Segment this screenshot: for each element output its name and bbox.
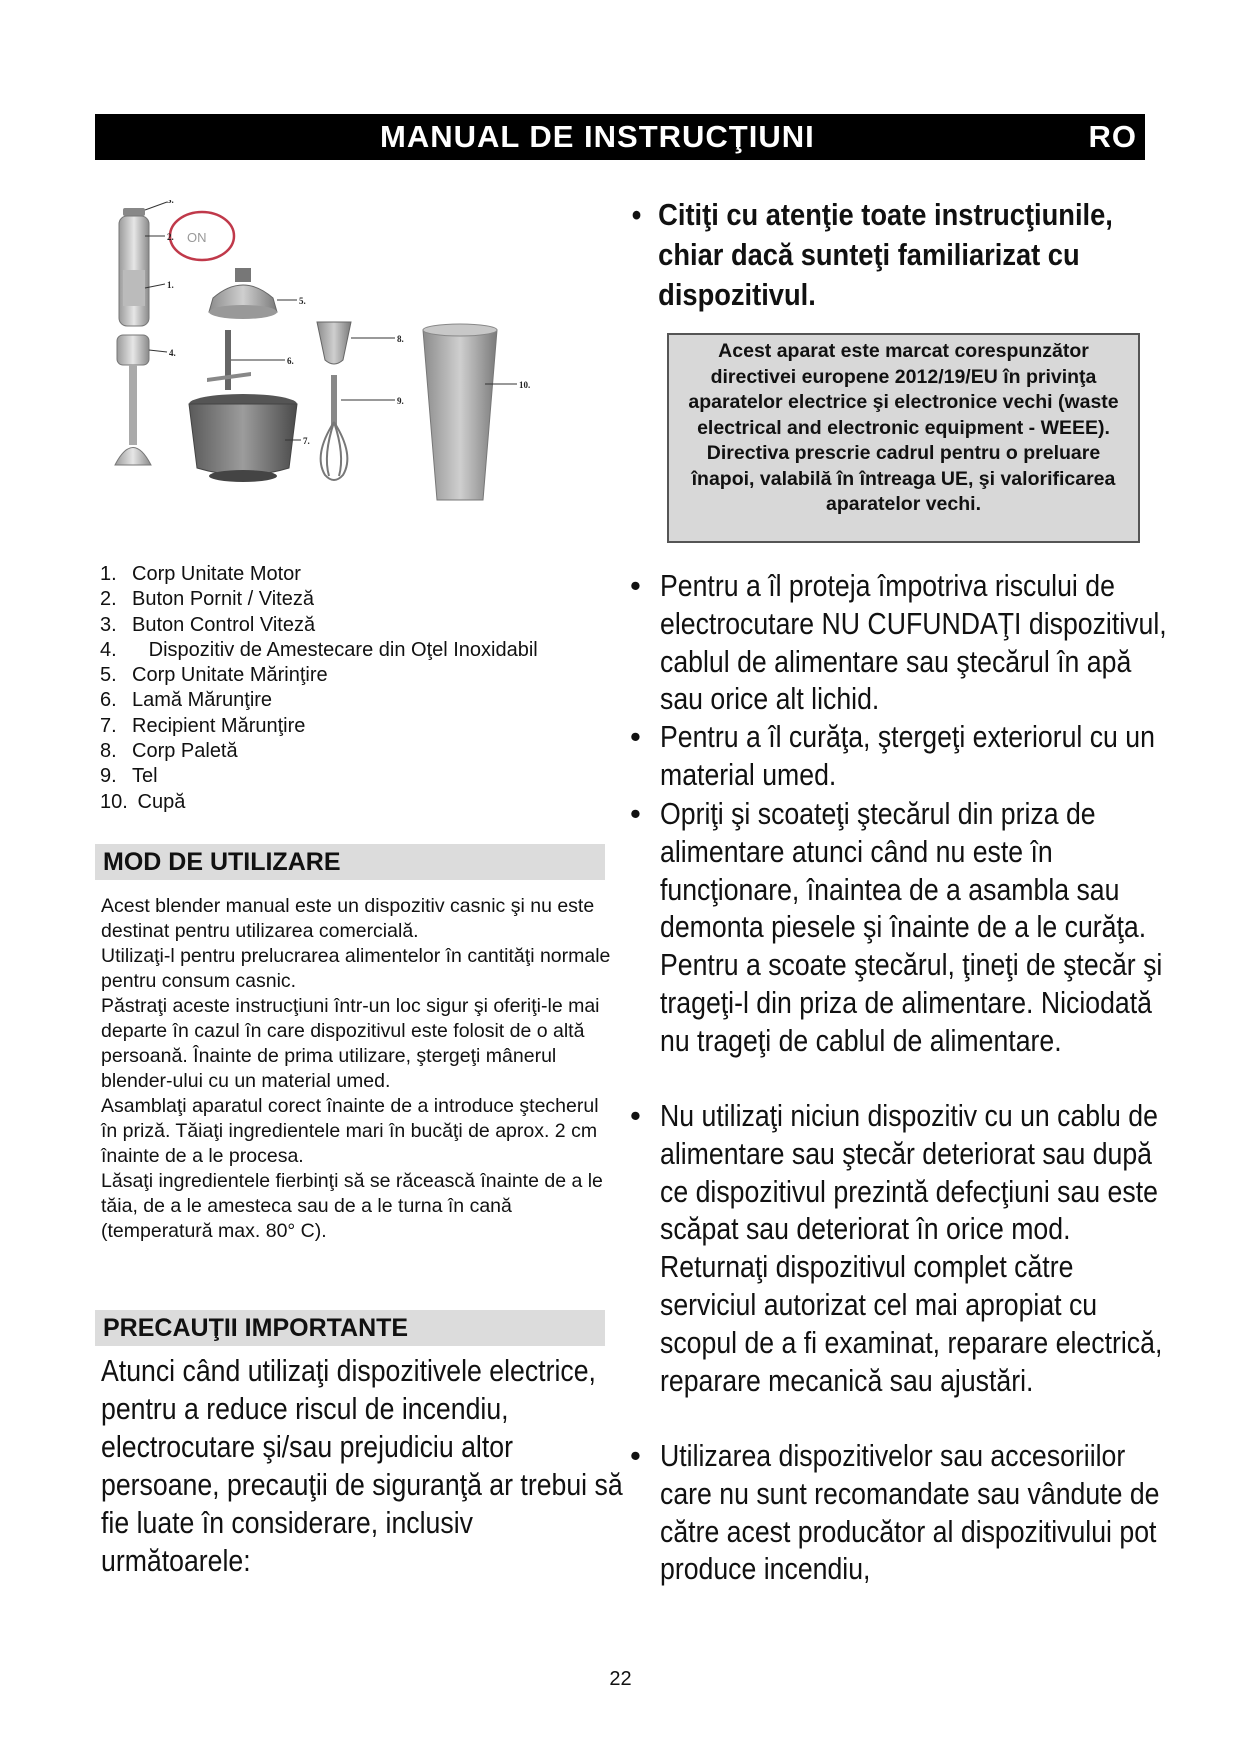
- list-item: 6. Lamă Mărunţire: [100, 689, 273, 712]
- blender-parts-drawing: [105, 200, 620, 545]
- callout-6: 6.: [287, 356, 294, 366]
- parts-list: [100, 562, 538, 815]
- chopper-lid: [209, 268, 277, 319]
- list-item: 4. Dispozitiv de Amestecare din Oţel Inoxidabil: [100, 638, 538, 661]
- list-item: 8. Corp Paletă: [100, 740, 238, 763]
- list-item: • Nu utilizaţi niciun dispozitiv cu un cablu de alimentare sau ştecăr deteriorat sau după ce dispozitivul prezintă defecţiuni sau este scăpat sau deteriorat în orice mod. Returnaţi dispozitivul complet către serviciul autorizat cel mai apropiat cu scopul de a fi examinat, reparare electrică, reparare mecanică sau ajustări.: [628, 1097, 1188, 1437]
- weee-notice-box: Acest aparat este marcat corespunzător directivei europene 2012/19/EU în privinţa aparatelor electrice şi electronice vechi (waste electrical and electronic equipment - WEEE). Directiva prescrie cadrul pentru o preluare înapoi, valabilă în întreaga UE, şi valorificarea aparatelor vechi.: [667, 333, 1140, 543]
- list-item: • Citiţi cu atenţie toate instrucţiunile, chiar dacă sunteţi familiarizat cu dispozitivul.: [630, 195, 1169, 315]
- callout-7: 7.: [303, 436, 310, 446]
- usage-paragraph: Utilizaţi-l pentru prelucrarea alimentelor în cantităţi normale pentru consum casnic.: [101, 945, 611, 992]
- page-header: [95, 114, 1145, 160]
- list-item: 7. Recipient Mărunţire: [100, 714, 306, 737]
- page-number: 22: [609, 1668, 632, 1690]
- callout-5: 5.: [299, 296, 306, 306]
- precautii-heading: PRECAUŢII IMPORTANTE: [95, 1310, 605, 1346]
- product-parts-illustration: [105, 200, 620, 545]
- precautii-intro: Atunci când utilizaţi dispozitivele electrice, pentru a reduce riscul de incendiu, electrocutare şi/sau prejudiciu altor persoane, precauţii de siguranţă ar trebui să fie luate în considerare, inclusiv următoarele:: [101, 1353, 623, 1578]
- callout-3: 3.: [167, 200, 174, 205]
- list-item: • Pentru a îl proteja împotriva riscului de electrocutare NU CUFUNDAŢI dispozitivul, cablul de alimentare sau ştecărul în apă sau orice alt lichid.: [628, 567, 1188, 718]
- blending-attachment: [115, 335, 151, 465]
- list-item: 2. Buton Pornit / Viteză: [100, 588, 314, 611]
- usage-paragraph: Lăsaţi ingredientele fierbinţi să se răcească înainte de a le tăia, de a le amesteca sau de a le turna în cană (temperatură max. 80° C).: [101, 1170, 603, 1242]
- list-item: 3. Buton Control Viteză: [100, 613, 316, 636]
- whisk-coupler: [317, 322, 351, 364]
- read-instructions-note: [630, 195, 1150, 315]
- callout-4: 4.: [169, 348, 176, 358]
- callout-1: 1.: [167, 280, 174, 290]
- button-label: ON: [187, 230, 207, 245]
- usage-text: [101, 894, 611, 1244]
- manual-title: MANUAL DE INSTRUCŢIUNI: [380, 119, 815, 154]
- list-item: • Pentru a îl curăţa, ştergeţi exteriorul cu un material umed.: [628, 718, 1188, 795]
- measuring-cup: [423, 324, 497, 500]
- chopper-bowl: [189, 394, 297, 482]
- motor-unit: [119, 208, 149, 326]
- callout-9: 9.: [397, 396, 404, 406]
- whisk: [321, 375, 348, 480]
- callout-10: 10.: [519, 380, 531, 390]
- list-item: 1. Corp Unitate Motor: [100, 563, 301, 585]
- usage-paragraph: Acest blender manual este un dispozitiv casnic şi nu este destinat pentru utilizarea comercială.: [101, 895, 595, 942]
- mod-utilizare-heading: MOD DE UTILIZARE: [95, 844, 605, 880]
- usage-paragraph: Păstraţi aceste instrucţiuni într-un loc sigur şi oferiţi-le mai departe în cazul în care dispozitivul este folosit de o altă persoană. Înainte de prima utilizare, ştergeţi mânerul blender-ului cu un material umed.: [101, 995, 600, 1092]
- list-item: 10. Cupă: [100, 790, 186, 813]
- list-item: 5. Corp Unitate Mărinţire: [100, 664, 328, 687]
- language-code: RO: [1088, 119, 1137, 154]
- list-item: • Utilizarea dispozitivelor sau accesoriilor care nu sunt recomandate sau vândute de către acest producător al dispozitivului pot produce incendiu,: [628, 1437, 1188, 1588]
- list-item: 9. Tel: [100, 765, 158, 788]
- callout-2: 2.: [167, 232, 174, 242]
- callout-8: 8.: [397, 334, 404, 344]
- safety-bullets: [628, 567, 1188, 1588]
- usage-paragraph: Asamblaţi aparatul corect înainte de a introduce ştecherul în priză. Tăiaţi ingredientele mari în bucăţi de aprox. 2 cm înainte de a le procesa.: [101, 1095, 599, 1167]
- list-item: • Opriţi şi scoateţi ştecărul din priza de alimentare atunci când nu este în funcţionare, înaintea de a asambla sau demonta piesele şi înainte de a le curăţa. Pentru a scoate ştecărul, ţineţi de ştecăr şi trageţi-l din priza de alimentare. Niciodată nu trageţi de cablul de alimentare.: [628, 795, 1188, 1097]
